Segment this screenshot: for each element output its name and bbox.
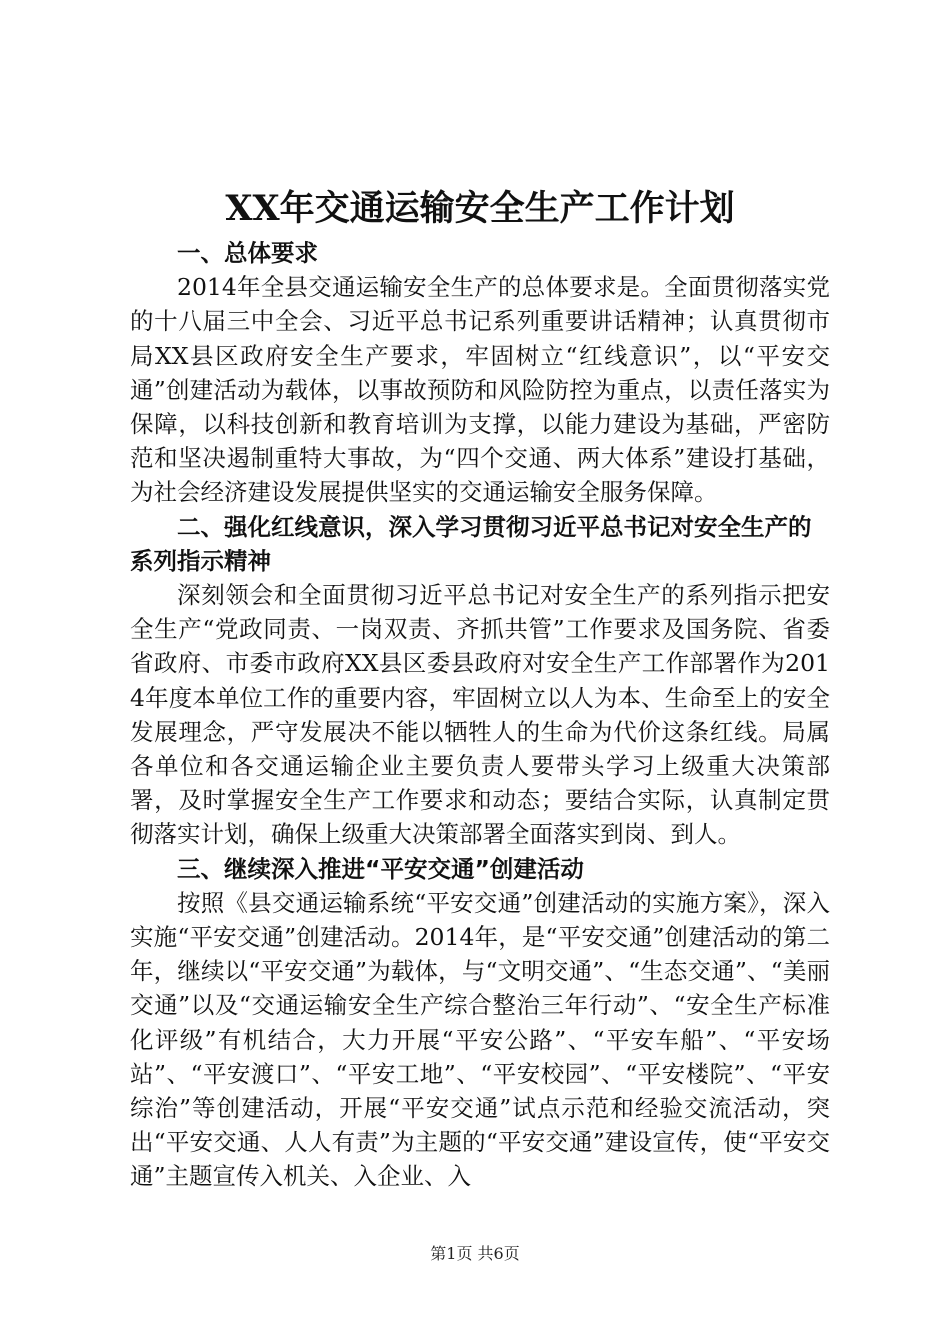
section-body-1: 2014年全县交通运输安全生产的总体要求是。全面贯彻落实党的十八届三中全会、习近平总书记系列重要讲话精神；认真贯彻市局XX县区政府安全生产要求，牢固树立“红线意识”，以“平安交通”创建活动为载体，以事故预防和风险防控为重点，以责任落实为保障，以科技创新和教育培训为支撑，以能力建设为基础，严密防范和坚决遏制重特大事故，为“四个交通、两大体系”建设打基础，为社会经济建设发展提供坚实的交通运输安全服务保障。 <box>130 273 830 507</box>
document-page <box>130 182 830 1194</box>
section-body-2: 深刻领会和全面贯彻习近平总书记对安全生产的系列指示把安全生产“党政同责、一岗双责、齐抓共管”工作要求及国务院、省委省政府、市委市政府XX县区委县政府对安全生产工作部署作为2014年度本单位工作的重要内容，牢固树立以人为本、生命至上的安全发展理念，严守发展决不能以牺牲人的生命为代价这条红线。局属各单位和各交通运输企业主要负责人要带头学习上级重大决策部署，及时掌握安全生产工作要求和动态；要结合实际，认真制定贯彻落实计划，确保上级重大决策部署全面落实到岗、到人。 <box>130 581 830 849</box>
document-title: XX年交通运输安全生产工作计划 <box>225 188 735 229</box>
section-heading-2: 二、强化红线意识，深入学习贯彻习近平总书记对安全生产的系列指示精神 <box>130 512 812 575</box>
section-body-3: 按照《县交通运输系统“平安交通”创建活动的实施方案》，深入实施“平安交通”创建活动。2014年，是“平安交通”创建活动的第二年，继续以“平安交通”为载体，与“文明交通”、“生态交通”、“美丽交通”以及“交通运输安全生产综合整治三年行动”、“安全生产标准化评级”有机结合，大力开展“平安公路”、“平安车船”、“平安场站”、“平安渡口”、“平安工地”、“平安校园”、“平安楼院”、“平安综治”等创建活动，开展“平安交通”试点示范和经验交流活动，突出“平安交通、人人有责”为主题的“平安交通”建设宣传，使“平安交通”主题宣传入机关、入企业、入 <box>130 888 830 1191</box>
section-heading-1: 一、总体要求 <box>177 239 318 267</box>
page-footer: 第1页 共6页 <box>430 1244 520 1263</box>
section-heading-3: 三、继续深入推进“平安交通”创建活动 <box>177 854 584 883</box>
